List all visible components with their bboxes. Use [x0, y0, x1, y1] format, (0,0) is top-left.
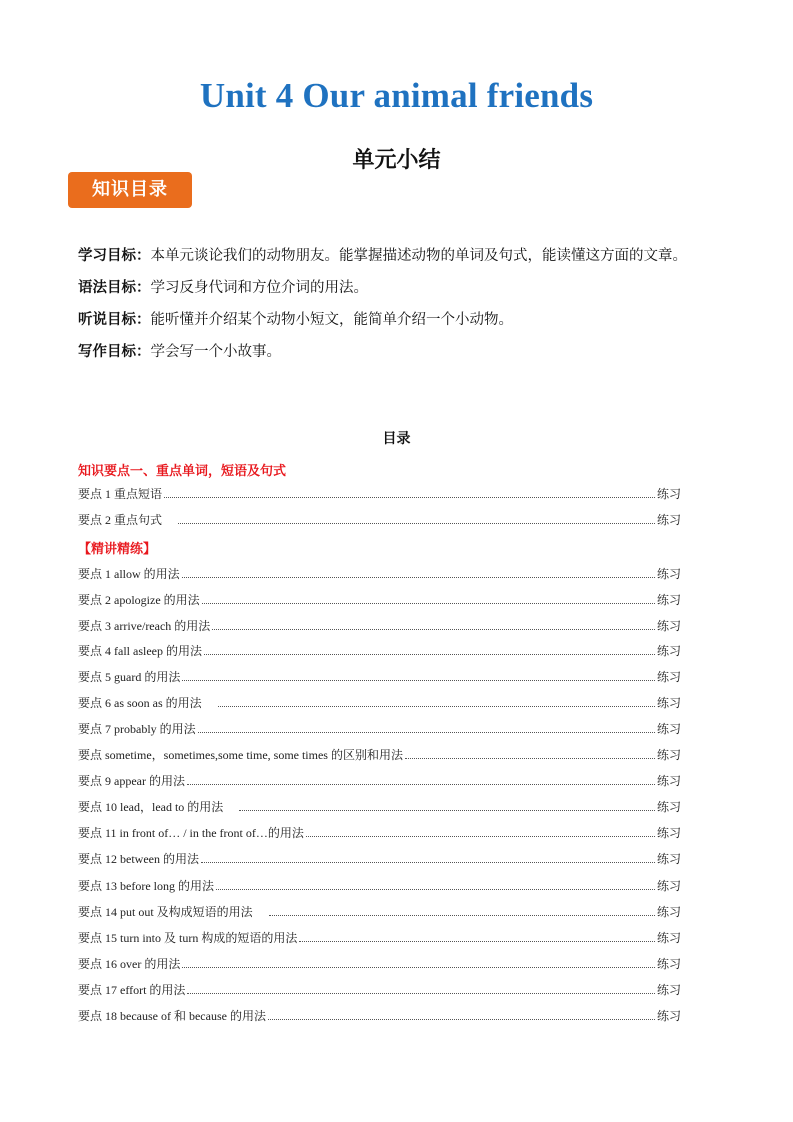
toc-entry-end: 练习 [656, 696, 681, 710]
goal-grammar [78, 275, 718, 301]
toc-entry-label: 要点 4 fall asleep 的用法 [78, 644, 202, 658]
toc-entry-end: 练习 [656, 644, 681, 658]
goal-label: 写作目标： [78, 344, 151, 360]
toc-entry[interactable] [78, 720, 681, 738]
leader-dots [182, 670, 655, 681]
toc-entry[interactable] [78, 772, 681, 790]
toc-entry-label: 要点 5 guard 的用法 [78, 670, 181, 684]
leader-dots [202, 593, 655, 604]
toc-section-heading: 知识要点一、重点单词，短语及句式 [78, 464, 287, 479]
toc-entry[interactable] [78, 485, 681, 503]
leader-dots [178, 513, 655, 524]
toc-entry-end: 练习 [656, 983, 681, 997]
leader-dots [218, 696, 655, 707]
goal-writing [78, 339, 718, 365]
leader-dots [204, 644, 655, 655]
leader-dots [182, 567, 655, 578]
toc-entry[interactable] [78, 1007, 681, 1025]
toc-entry-end: 练习 [656, 905, 681, 919]
toc-entry-end: 练习 [656, 487, 681, 501]
toc-entry-end: 练习 [656, 774, 681, 788]
toc-title: 目录 [382, 431, 411, 447]
toc-entry[interactable] [78, 617, 681, 635]
toc-entry[interactable] [78, 746, 681, 764]
toc-entry-label: 要点 6 as soon as 的用法 [78, 696, 202, 710]
toc-entry-label: 要点 9 appear 的用法 [78, 774, 185, 788]
toc-entry-end: 练习 [656, 593, 681, 607]
toc-entry-end: 练习 [656, 931, 681, 945]
section-badge: 知识目录 [68, 172, 192, 208]
goal-text: 能听懂并介绍某个动物小短文，能简单介绍一个小动物。 [150, 312, 513, 328]
toc-entry-label: 要点 7 probably 的用法 [78, 722, 196, 736]
toc-entry-label: 要点 14 put out 及构成短语的用法 [78, 905, 253, 919]
toc-entry-label: 要点 2 重点句式 [78, 513, 163, 527]
toc-section-heading: 【精讲精练】 [78, 542, 157, 557]
toc-entry-label: 要点 17 effort 的用法 [78, 983, 186, 997]
toc-entry-end: 练习 [656, 619, 681, 633]
toc-entry[interactable] [78, 694, 681, 712]
toc-entry[interactable] [78, 798, 681, 816]
goal-text: 学会写一个小故事。 [150, 344, 281, 360]
toc-entry-end: 练习 [656, 879, 681, 893]
toc-entry[interactable] [78, 903, 681, 921]
toc-entry-label: 要点 18 because of 和 because 的用法 [78, 1009, 266, 1023]
toc-entry-label: 要点 10 lead，lead to 的用法 [78, 800, 224, 814]
goal-text: 学习反身代词和方位介词的用法。 [150, 280, 368, 296]
toc-entry-end: 练习 [656, 722, 681, 736]
page-subtitle: 单元小结 [352, 148, 441, 173]
toc-entry-end: 练习 [656, 567, 681, 581]
toc-entry[interactable] [78, 877, 681, 895]
toc-entry[interactable] [78, 929, 681, 947]
leader-dots [187, 983, 655, 994]
leader-dots [187, 774, 655, 785]
toc-entry-label: 要点 1 重点短语 [78, 487, 163, 501]
leader-dots [268, 1009, 655, 1020]
leader-dots [299, 931, 655, 942]
toc-entry-end: 练习 [656, 826, 681, 840]
toc-entry-end: 练习 [656, 800, 681, 814]
toc-entry[interactable] [78, 511, 681, 529]
toc-entry-label: 要点 13 before long 的用法 [78, 879, 214, 893]
toc-entry[interactable] [78, 824, 681, 842]
leader-dots [212, 619, 655, 630]
toc-entry-label: 要点 15 turn into 及 turn 构成的短语的用法 [78, 931, 298, 945]
leader-dots [269, 905, 655, 916]
goal-text: 本单元谈论我们的动物朋友。能掌握描述动物的单词及句式，能读懂这方面的文章。 [150, 248, 687, 264]
goal-listening [78, 307, 718, 333]
toc-entry-label: 要点 16 over 的用法 [78, 957, 181, 971]
leader-dots [239, 800, 655, 811]
leader-dots [182, 957, 655, 968]
toc-entry[interactable] [78, 955, 681, 973]
toc-entry-label: 要点 2 apologize 的用法 [78, 593, 200, 607]
toc-entry-end: 练习 [656, 852, 681, 866]
goal-label: 听说目标： [78, 312, 151, 328]
toc-entry[interactable] [78, 565, 681, 583]
toc-entry[interactable] [78, 981, 681, 999]
leader-dots [164, 487, 655, 498]
goal-learning [78, 243, 718, 269]
toc-entry-label: 要点 1 allow 的用法 [78, 567, 180, 581]
toc-entry[interactable] [78, 591, 681, 609]
goal-label: 学习目标： [78, 248, 151, 264]
toc-entry-end: 练习 [656, 748, 681, 762]
toc-entry[interactable] [78, 642, 681, 660]
toc-entry-end: 练习 [656, 1009, 681, 1023]
leader-dots [201, 852, 655, 863]
toc-entry-label: 要点 12 between 的用法 [78, 852, 199, 866]
toc-entry[interactable] [78, 668, 681, 686]
toc-entry-end: 练习 [656, 670, 681, 684]
toc-entry-end: 练习 [656, 957, 681, 971]
toc-entry[interactable] [78, 850, 681, 868]
leader-dots [198, 722, 655, 733]
leader-dots [306, 826, 655, 837]
goal-label: 语法目标： [78, 280, 151, 296]
leader-dots [405, 748, 655, 759]
toc-entry-label: 要点 3 arrive/reach 的用法 [78, 619, 211, 633]
goals-block [78, 243, 718, 371]
toc-entry-label: 要点 11 in front of… / in the front of…的用法 [78, 826, 304, 840]
page-title: Unit 4 Our animal friends [199, 76, 594, 115]
toc-entry-label: 要点 sometime，sometimes,some time, some times 的区别和用法 [78, 748, 403, 762]
toc-entry-end: 练习 [656, 513, 681, 527]
leader-dots [216, 879, 655, 890]
